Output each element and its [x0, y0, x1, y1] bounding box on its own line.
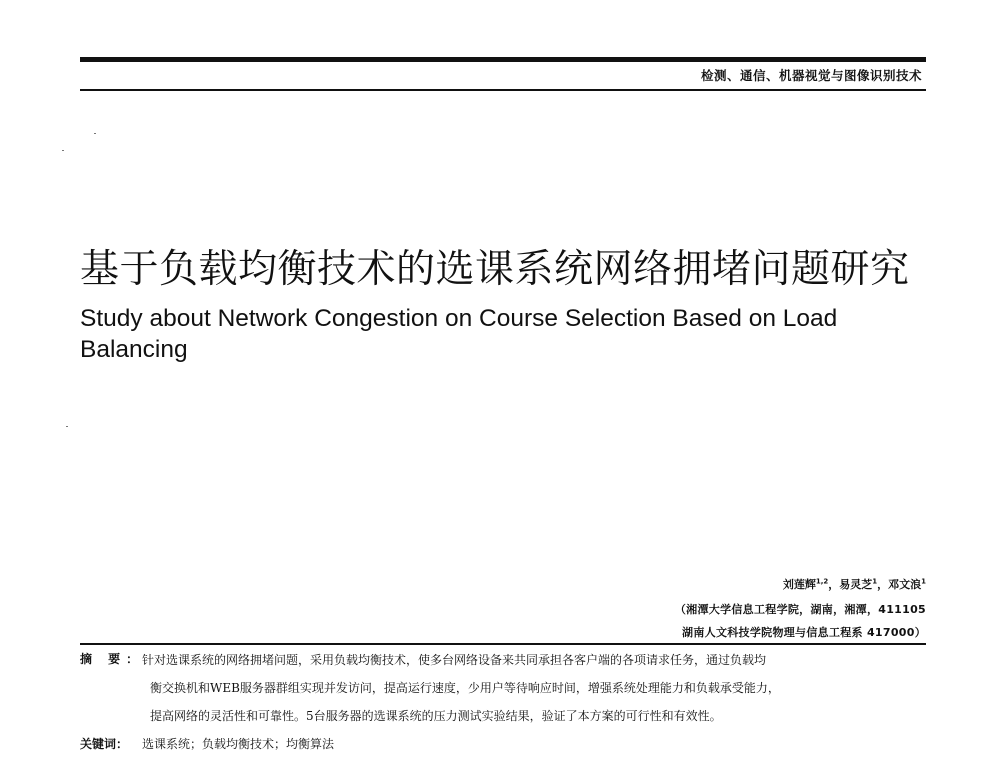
abstract-rule	[80, 643, 926, 645]
affiliation-line-2: 湖南人文科技学院物理与信息工程系 417000）	[682, 626, 926, 639]
author-name: 邓文浪	[888, 578, 922, 591]
abstract-text-line: 提高网络的灵活性和可靠性。5台服务器的选课系统的压力测试实验结果，验证了本方案的可行性和有效性。	[150, 709, 722, 723]
author-list	[783, 576, 926, 592]
author-separator: ，	[828, 578, 840, 591]
author-name: 易灵芝	[839, 578, 873, 591]
author-name: 刘莲辉	[782, 578, 816, 591]
author-affil-mark: 1,2	[815, 577, 829, 586]
abstract-text-line: 针对选课系统的网络拥堵问题，采用负载均衡技术，使多台网络设备来共同承担各客户端的各项请求任务，通过负载均	[142, 653, 767, 667]
paper-title-cn: 基于负载均衡技术的选课系统网络拥堵问题研究	[80, 247, 910, 292]
scan-speck	[94, 133, 96, 134]
keywords-label: 关键词：	[80, 737, 129, 751]
abstract-label: 摘 要：	[80, 652, 145, 666]
abstract-text-line: 衡交换机和WEB服务器群组实现并发访问，提高运行速度，少用户等待响应时间，增强系统处理能力和负载承受能力，	[150, 681, 780, 695]
section-heading: 检测、通信、机器视觉与图像识别技术	[700, 68, 922, 83]
paper-title-en: Study about Network Congestion on Course Selection Based on Load Balancing	[80, 305, 838, 363]
header-rule-thick	[80, 57, 926, 62]
author-separator: ，	[877, 578, 889, 591]
affiliation-line-1: （湘潭大学信息工程学院，湖南，湘潭，411105	[674, 603, 926, 616]
author-affil-mark: 1	[872, 577, 878, 586]
scan-speck	[62, 150, 64, 151]
author-affil-mark: 1	[921, 577, 926, 586]
keywords-list: 选课系统；负载均衡技术；均衡算法	[142, 737, 335, 751]
header-rule-thin	[80, 89, 926, 91]
scan-speck	[66, 426, 68, 427]
